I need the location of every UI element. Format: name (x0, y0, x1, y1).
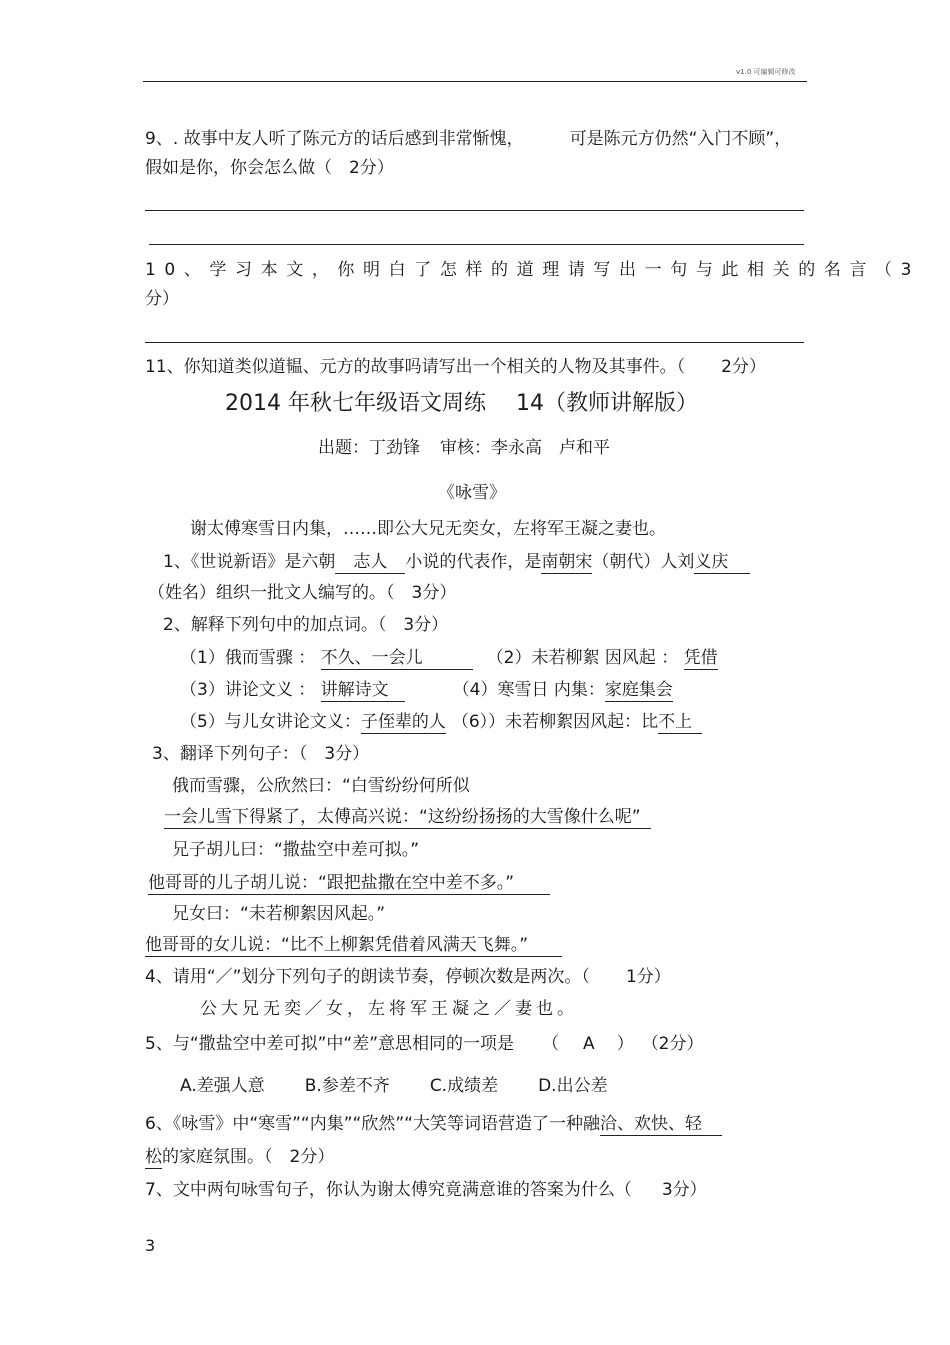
s2-r2a: （3）讲论文义 ： (180, 680, 316, 700)
s3-original-1: 俄而雪骤，公欣然曰：“白雪纷纷何所似 (172, 776, 470, 796)
answer-line (149, 244, 804, 245)
s6-text-2: 的家庭氛围。（ 2分） (162, 1147, 335, 1167)
s2-r1a: （1）俄而雪骤 ： (180, 648, 316, 668)
s5-option-a: A.差强人意 (180, 1076, 265, 1096)
reviewer: 审核：李永高 卢和平 (440, 438, 610, 458)
s7 (145, 1179, 707, 1201)
q9-line1 (145, 128, 791, 150)
s6-line1 (145, 1113, 722, 1135)
s2-r1b-answer: 凭借 (683, 648, 718, 668)
s3-translation-1 (164, 806, 651, 828)
header-rule (143, 81, 807, 82)
s5-score: （2分） (641, 1034, 704, 1054)
s2-row3 (180, 711, 702, 733)
s3-translation-2 (148, 872, 550, 894)
s7-text: 7、文中两句咏雪句子，你认为谢太傅究竟满意谁的答案为什么（ (145, 1180, 632, 1200)
q10-line2: 分） (145, 289, 179, 309)
q9-text-b: 可是陈元方仍然“入门不顾”， (569, 129, 792, 149)
s1-line2: （姓名）组织一批文人编写的。（ 3分） (148, 583, 457, 603)
s2-r3a-answer: 子侄辈的人 (360, 712, 446, 732)
s1-line1 (163, 551, 750, 573)
answer-line (145, 210, 804, 211)
q11-text: 11、你知道类似道韫、元方的故事吗请写出一个相关的人物及其事件。（ (145, 357, 686, 377)
s5-option-c: C.成绩差 (429, 1076, 499, 1096)
s5-option-b: B.参差不齐 (304, 1076, 390, 1096)
s4-sentence: 公大兄无奕／女，左将军王凝之／妻也。 (200, 999, 578, 1019)
s2-r3a: （5）与儿女讲论文义： (180, 712, 361, 732)
s3-original-3: 兄女曰：“未若柳絮因风起。” (172, 904, 386, 924)
s4-text: 4、请用“／”划分下列句子的朗读节奏，停顿次数是两次。（ (145, 967, 590, 987)
title-number: 14（教师讲解版） (515, 391, 698, 416)
s7-score: 3分） (661, 1180, 707, 1200)
s1-answer-1: 志人 (335, 552, 405, 574)
s5-option-d: D.出公差 (538, 1076, 608, 1096)
s3-original-2: 兄子胡儿曰：“撒盐空中差可拟。” (172, 840, 420, 860)
q11-score: 2分） (721, 357, 766, 377)
s5-options (180, 1075, 608, 1097)
s5-paren-close: ） (616, 1034, 634, 1054)
s6-answer-2: 松 (145, 1147, 162, 1167)
s2-r1a-answer: 不久、一会儿 (321, 648, 473, 670)
s1-answer-3: 义庆 (694, 552, 750, 574)
s2-head: 2、解释下列句中的加点词。（ 3分） (163, 615, 449, 635)
authors (318, 437, 610, 459)
s5-text: 5、与“撒盐空中差可拟”中“差”意思相同的一项是 (145, 1034, 515, 1054)
s5-paren-open: （ (542, 1034, 560, 1054)
s3-head: 3、翻译下列句子：（ 3分） (152, 744, 370, 764)
s2-r2b: （4）寒雪日 内集： (452, 680, 605, 700)
s1-b: 小说的代表作，是 (405, 552, 542, 572)
passage-title: 《咏雪》 (438, 483, 506, 503)
page-title (225, 390, 698, 418)
s5-answer: A (583, 1034, 595, 1054)
s6-answer-1: 洽、欢快、轻 (600, 1114, 722, 1136)
s2-r1b: （2）未若柳絮 因风起 ： (486, 648, 679, 668)
s3-translation-1-text: 一会儿雪下得紧了，太傅高兴说：“这纷纷扬扬的大雪像什么呢” (164, 807, 651, 829)
s3-translation-3-text: 他哥哥的女儿说：“比不上柳絮凭借着风满天飞舞。” (145, 935, 562, 957)
s2-r2b-answer: 家庭集会 (604, 680, 673, 700)
s6-text-1: 6、《咏雪》中“寒雪”“内集”“欣然”“大笑等词语营造了一种融 (145, 1114, 600, 1134)
q11 (145, 356, 766, 378)
s1-c: （朝代）人刘 (592, 552, 695, 572)
answer-line (145, 342, 804, 343)
passage-intro: 谢太傅寒雪日内集，……即公大兄无奕女，左将军王凝之妻也。 (190, 519, 666, 539)
q9-text-a: 9、. 故事中友人听了陈元方的话后感到非常惭愧， (145, 129, 524, 149)
s4-head (145, 966, 671, 988)
s2-r3b-answer-1: 比 (641, 712, 659, 732)
s4-score: 1分） (625, 967, 671, 987)
s2-row2 (180, 679, 673, 701)
page-number: 3 (145, 1236, 156, 1255)
s1-a: 1、《世说新语》是六朝 (163, 552, 336, 572)
s3-translation-3 (145, 934, 562, 956)
s2-row1 (180, 647, 718, 669)
version-note: v1.0 可编辑可修改 (736, 68, 796, 76)
setter: 出题：丁劲锋 (318, 438, 420, 458)
s3-translation-2-text: 他哥哥的儿子胡儿说：“跟把盐撒在空中差不多。” (148, 873, 550, 895)
q10-line1: 10、学习本文，你明白了怎样的道理请写出一句与此相关的名言（3 (145, 260, 921, 280)
title-text: 2014 年秋七年级语文周练 (225, 391, 486, 416)
s6-line2 (145, 1146, 334, 1168)
s2-r3b-answer-2: 不上 (658, 712, 702, 734)
s1-answer-2: 南朝宋 (541, 552, 593, 572)
q9-line2: 假如是你，你会怎么做（ 2分） (145, 158, 394, 178)
s2-r2a-answer: 讲解诗文 (321, 680, 405, 702)
s2-r3b: （6））未若柳絮因风起： (451, 712, 642, 732)
s5-head (145, 1033, 704, 1055)
